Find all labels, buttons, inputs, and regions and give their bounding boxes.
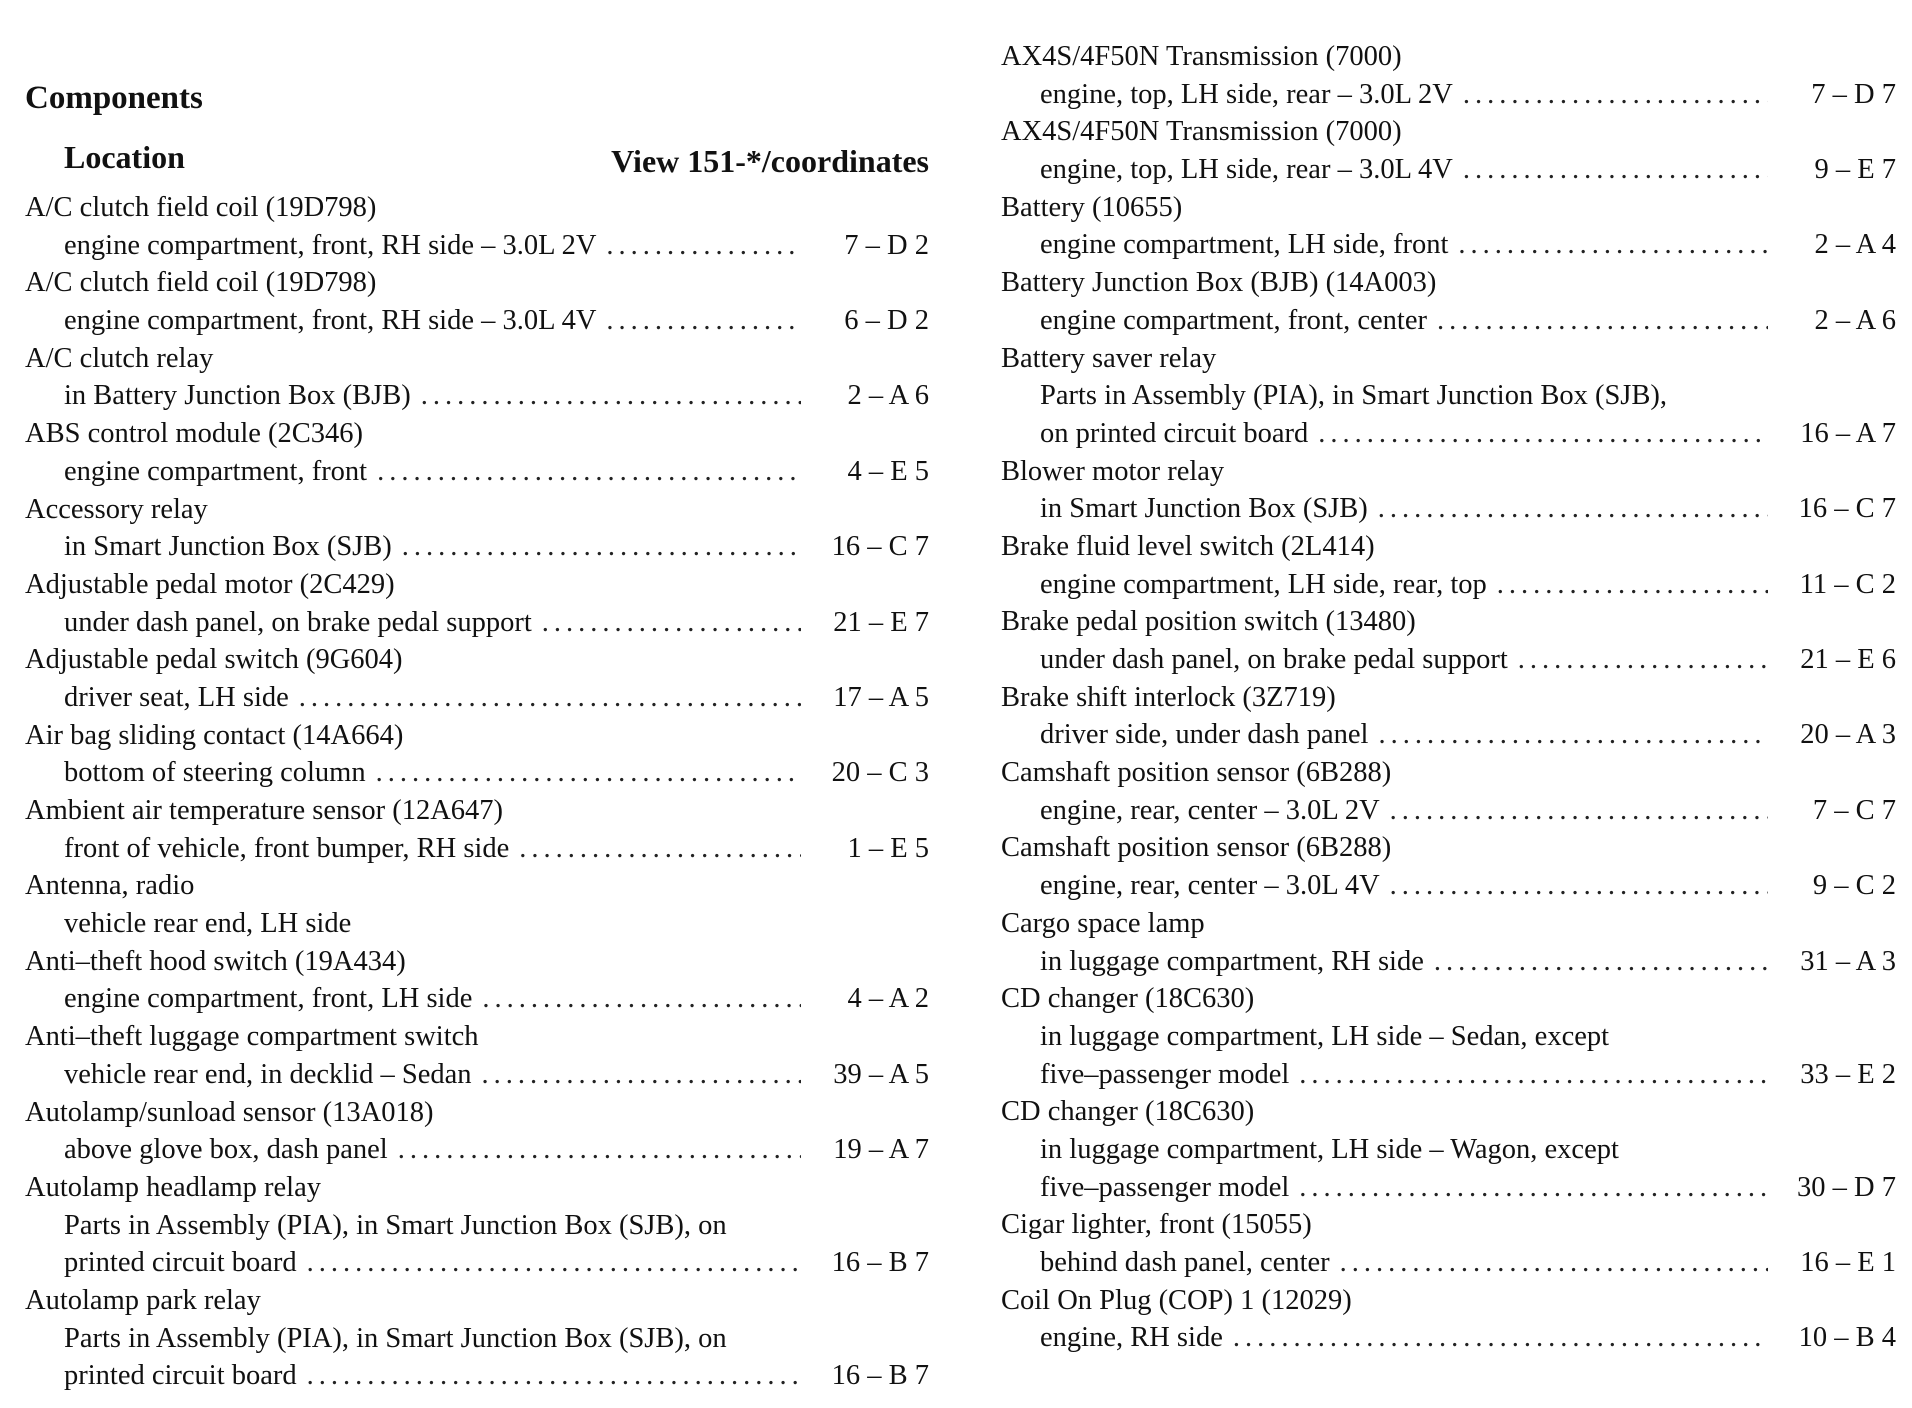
- component-entry: [25, 1018, 929, 1093]
- location-line: [25, 980, 929, 1018]
- location-text: on printed circuit board: [1040, 417, 1309, 449]
- component-entry: [25, 491, 929, 566]
- view-coordinate: 9 – E 7: [1814, 154, 1896, 186]
- location-line: [1001, 1169, 1896, 1207]
- view-coordinate: 21 – E 7: [833, 606, 929, 638]
- location-line: [1001, 1244, 1896, 1282]
- location-text: engine compartment, LH side, rear, top: [1040, 568, 1487, 600]
- column-header: [25, 128, 929, 186]
- section-title: Components: [25, 80, 203, 116]
- location-line: [1001, 302, 1896, 340]
- view-coordinate: 17 – A 5: [833, 681, 929, 713]
- location-line: [25, 227, 929, 265]
- location-text: five–passenger model: [1040, 1171, 1290, 1203]
- location-header: Location: [64, 139, 185, 175]
- location-text: in luggage compartment, RH side: [1040, 945, 1424, 977]
- location-text: five–passenger model: [1040, 1058, 1290, 1090]
- location-text: engine compartment, LH side, front: [1040, 229, 1449, 261]
- location-line: [1001, 415, 1896, 453]
- view-coordinate: 9 – C 2: [1812, 870, 1896, 902]
- component-name: AX4S/4F50N Transmission (7000): [1001, 41, 1402, 72]
- view-coordinate: 16 – B 7: [831, 1247, 929, 1279]
- location-line: Parts in Assembly (PIA), in Smart Junction Box (SJB),: [1040, 380, 1668, 412]
- view-coordinate: 6 – D 2: [844, 305, 929, 337]
- dot-leader: [1299, 1056, 1768, 1094]
- component-name: AX4S/4F50N Transmission (7000): [1001, 116, 1402, 148]
- dot-leader: [519, 830, 801, 868]
- view-coordinate: 2 – A 4: [1814, 229, 1896, 261]
- view-coordinate: 4 – A 2: [847, 983, 929, 1015]
- location-text: above glove box, dash panel: [64, 1134, 388, 1166]
- component-name: ABS control module (2C346): [25, 418, 364, 450]
- component-name: Anti–theft hood switch (19A434): [25, 945, 406, 977]
- component-entry: [1001, 453, 1896, 528]
- location-text: printed circuit board: [64, 1360, 297, 1392]
- dot-leader: [299, 679, 801, 717]
- component-entry: [1001, 679, 1896, 754]
- dot-leader: [1437, 302, 1768, 340]
- dot-leader: [1318, 415, 1768, 453]
- dot-leader: [1497, 566, 1768, 604]
- location-line: [25, 604, 929, 642]
- component-entry: [25, 792, 929, 867]
- component-name: CD changer (18C630): [1001, 983, 1255, 1015]
- location-line: [25, 302, 929, 340]
- location-line: [25, 453, 929, 491]
- view-coordinate: 11 – C 2: [1799, 568, 1896, 600]
- component-entry: [25, 264, 929, 339]
- location-line: [1001, 943, 1896, 981]
- location-text: engine compartment, front, center: [1040, 304, 1427, 336]
- component-entry: [25, 641, 929, 716]
- component-name: Battery Junction Box (BJB) (14A003): [1001, 267, 1437, 299]
- location-line: [25, 830, 929, 868]
- component-list: [25, 189, 929, 1395]
- location-text: engine compartment, front, RH side – 3.0L 2V: [64, 229, 597, 261]
- component-name: Ambient air temperature sensor (12A647): [25, 795, 504, 826]
- location-line: in luggage compartment, LH side – Sedan, except: [1040, 1020, 1610, 1052]
- dot-leader: [376, 754, 801, 792]
- component-name: Autolamp headlamp relay: [25, 1171, 321, 1203]
- component-name: Battery (10655): [1001, 191, 1183, 223]
- dot-leader: [1463, 151, 1768, 189]
- location-text: under dash panel, on brake pedal support: [64, 606, 532, 638]
- view-coordinate: 7 – D 2: [844, 229, 929, 261]
- location-text: bottom of steering column: [64, 757, 366, 789]
- view-coordinate: 30 – D 7: [1797, 1171, 1896, 1203]
- dot-leader: [482, 980, 801, 1018]
- dot-leader: [1518, 641, 1768, 679]
- view-coordinate: 19 – A 7: [833, 1134, 929, 1166]
- view-coordinate: 20 – C 3: [831, 757, 929, 789]
- location-line: [1001, 226, 1896, 264]
- component-name: Anti–theft luggage compartment switch: [25, 1021, 479, 1053]
- component-name: A/C clutch relay: [25, 342, 214, 374]
- location-text: engine compartment, front, RH side – 3.0L 4V: [64, 305, 597, 337]
- dot-leader: [1378, 490, 1768, 528]
- location-line: [1001, 76, 1896, 114]
- location-text: driver side, under dash panel: [1040, 719, 1369, 751]
- location-line: vehicle rear end, LH side: [64, 908, 352, 940]
- dot-leader: [1390, 867, 1768, 905]
- location-text: printed circuit board: [64, 1247, 297, 1279]
- component-name: Air bag sliding contact (14A664): [25, 719, 404, 751]
- component-name: Brake shift interlock (3Z719): [1001, 681, 1336, 713]
- dot-leader: [1378, 716, 1768, 754]
- dot-leader: [307, 1244, 801, 1282]
- component-entry: [25, 1094, 929, 1169]
- location-line: in luggage compartment, LH side – Wagon, except: [1040, 1133, 1619, 1165]
- component-name: Blower motor relay: [1001, 455, 1225, 487]
- location-line: [1001, 867, 1896, 905]
- location-line: [1001, 1056, 1896, 1094]
- dot-leader: [307, 1357, 801, 1395]
- component-entry: [1001, 528, 1896, 603]
- view-coordinate: 21 – E 6: [1800, 644, 1896, 675]
- dot-leader: [1463, 76, 1768, 114]
- view-coordinate: 4 – E 5: [847, 455, 929, 487]
- location-text: engine, RH side: [1040, 1322, 1223, 1354]
- location-line: [25, 679, 929, 717]
- component-entry: [1001, 189, 1896, 264]
- dot-leader: [1299, 1169, 1768, 1207]
- location-text: in Smart Junction Box (SJB): [1040, 493, 1368, 525]
- dot-leader: [1233, 1319, 1768, 1357]
- component-entry: [25, 566, 929, 641]
- component-entry: [1001, 905, 1896, 980]
- component-entry: [1001, 980, 1896, 1093]
- component-entry: [1001, 113, 1896, 188]
- location-text: vehicle rear end, in decklid – Sedan: [64, 1058, 472, 1090]
- dot-leader: [1340, 1244, 1768, 1282]
- component-entry: [25, 867, 929, 942]
- component-entry: [25, 1169, 929, 1282]
- component-name: Adjustable pedal switch (9G604): [25, 644, 403, 676]
- view-coordinate: 2 – A 6: [847, 380, 929, 412]
- location-line: [25, 1244, 929, 1282]
- location-line: [1001, 566, 1896, 604]
- view-coordinate: 7 – C 7: [1812, 794, 1896, 826]
- component-entry: [25, 189, 929, 264]
- location-text: engine compartment, front, LH side: [64, 983, 473, 1015]
- component-entry: [25, 1282, 929, 1395]
- component-name: Cargo space lamp: [1001, 907, 1205, 939]
- component-name: Coil On Plug (COP) 1 (12029): [1001, 1284, 1352, 1316]
- component-entry: [1001, 603, 1896, 678]
- component-name: Brake pedal position switch (13480): [1001, 606, 1416, 638]
- dot-leader: [1434, 943, 1768, 981]
- component-entry: [1001, 1206, 1896, 1281]
- location-line: [1001, 792, 1896, 830]
- component-name: Autolamp/sunload sensor (13A018): [25, 1096, 434, 1128]
- component-entry: [25, 340, 929, 415]
- component-name: A/C clutch field coil (19D798): [25, 192, 377, 223]
- view-coordinate: 16 – E 1: [1800, 1247, 1896, 1278]
- component-name: Autolamp park relay: [25, 1284, 261, 1316]
- component-name: Accessory relay: [25, 493, 208, 525]
- component-name: Battery saver relay: [1001, 342, 1217, 374]
- component-name: A/C clutch field coil (19D798): [25, 267, 377, 299]
- location-line: [25, 1131, 929, 1169]
- location-text: in Smart Junction Box (SJB): [64, 531, 392, 563]
- component-entry: [1001, 38, 1896, 113]
- view-coordinate: 20 – A 3: [1800, 719, 1896, 751]
- location-line: [1001, 716, 1896, 754]
- location-text: in Battery Junction Box (BJB): [64, 380, 411, 412]
- component-entry: [25, 717, 929, 792]
- location-line: [25, 1056, 929, 1094]
- view-coordinate: 31 – A 3: [1800, 945, 1896, 977]
- component-name: CD changer (18C630): [1001, 1096, 1255, 1128]
- component-entry: [25, 943, 929, 1018]
- component-list: [1001, 38, 1896, 1357]
- dot-leader: [402, 528, 801, 566]
- dot-leader: [606, 227, 801, 265]
- location-line: [1001, 641, 1896, 679]
- component-entry: [1001, 264, 1896, 339]
- dot-leader: [542, 604, 801, 642]
- view-coordinate: 16 – B 7: [831, 1360, 929, 1392]
- view-coordinate: 1 – E 5: [847, 832, 929, 864]
- component-name: Camshaft position sensor (6B288): [1001, 832, 1392, 864]
- dot-leader: [421, 377, 801, 415]
- location-text: engine, top, LH side, rear – 3.0L 2V: [1040, 78, 1453, 110]
- location-text: driver seat, LH side: [64, 681, 289, 713]
- component-name: Cigar lighter, front (15055): [1001, 1209, 1312, 1241]
- location-line: [25, 754, 929, 792]
- view-coordinate: 16 – A 7: [1800, 417, 1896, 449]
- location-text: under dash panel, on brake pedal support: [1040, 644, 1508, 675]
- location-text: engine, rear, center – 3.0L 4V: [1040, 870, 1380, 902]
- location-text: front of vehicle, front bumper, RH side: [64, 832, 510, 864]
- dot-leader: [398, 1131, 801, 1169]
- location-line: [1001, 490, 1896, 528]
- component-entry: [1001, 829, 1896, 904]
- component-name: Antenna, radio: [25, 870, 195, 902]
- view-coordinates-header: View 151-*/coordinates: [611, 143, 929, 179]
- location-text: engine, rear, center – 3.0L 2V: [1040, 794, 1380, 826]
- location-line: [1001, 1319, 1896, 1357]
- dot-leader: [482, 1056, 801, 1094]
- location-line: [25, 377, 929, 415]
- dot-leader: [606, 302, 801, 340]
- component-entry: [1001, 754, 1896, 829]
- view-coordinate: 16 – C 7: [1798, 493, 1896, 525]
- view-coordinate: 39 – A 5: [833, 1058, 929, 1090]
- location-line: Parts in Assembly (PIA), in Smart Junction Box (SJB), on: [64, 1209, 727, 1241]
- component-entry: [1001, 340, 1896, 453]
- dot-leader: [1458, 226, 1768, 264]
- location-line: Parts in Assembly (PIA), in Smart Junction Box (SJB), on: [64, 1322, 727, 1354]
- component-entry: [1001, 1282, 1896, 1357]
- location-line: [25, 1357, 929, 1395]
- location-text: engine, top, LH side, rear – 3.0L 4V: [1040, 154, 1453, 186]
- component-name: Brake fluid level switch (2L414): [1001, 530, 1375, 562]
- view-coordinate: 10 – B 4: [1798, 1322, 1896, 1354]
- view-coordinate: 16 – C 7: [831, 531, 929, 563]
- component-entry: [1001, 1093, 1896, 1206]
- location-text: behind dash panel, center: [1040, 1247, 1330, 1278]
- view-coordinate: 33 – E 2: [1800, 1058, 1896, 1090]
- view-coordinate: 2 – A 6: [1814, 304, 1896, 336]
- dot-leader: [1390, 792, 1768, 830]
- component-entry: [25, 415, 929, 490]
- location-text: engine compartment, front: [64, 455, 368, 487]
- location-line: [1001, 151, 1896, 189]
- component-name: Camshaft position sensor (6B288): [1001, 757, 1392, 789]
- dot-leader: [377, 453, 801, 491]
- component-name: Adjustable pedal motor (2C429): [25, 568, 395, 600]
- location-line: [25, 528, 929, 566]
- view-coordinate: 7 – D 7: [1811, 78, 1896, 110]
